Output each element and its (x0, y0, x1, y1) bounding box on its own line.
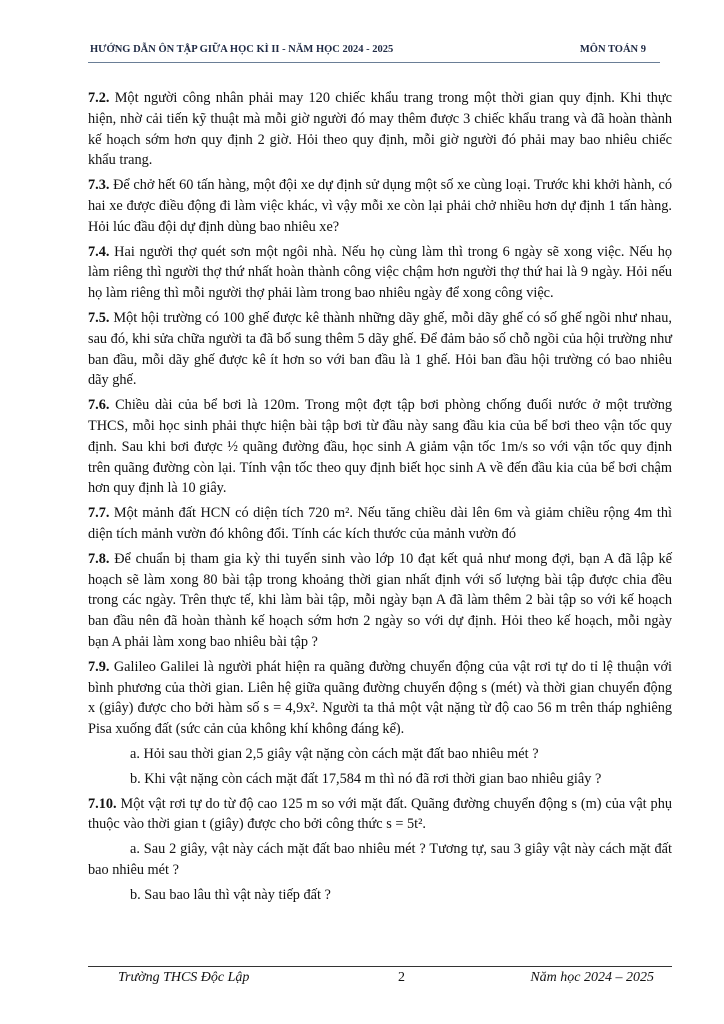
problem-7-3 (88, 175, 672, 237)
footer-year: Năm học 2024 – 2025 (530, 970, 654, 985)
problem-text: Chiều dài của bể bơi là 120m. Trong một đợt tập bơi phòng chống đuối nước ở một trường THCS, mỗi học sinh phải thực hiện bài tập bơi từ đầu này sang đầu kia của bể bơi theo vận tốc quy định. Sau khi bơi được ½ quãng đường đầu, học sinh A giảm vận tốc 1m/s so với vận tốc quy định trên quãng đường còn lại. Tính vận tốc theo quy định biết học sinh A về đến đầu kia của bể bơi chậm hơn quy định là 10 giây. (88, 397, 672, 497)
problem-number: 7.9. (88, 658, 110, 675)
problem-7-5 (88, 308, 672, 391)
page-header (88, 42, 660, 63)
problem-text: Một mảnh đất HCN có diện tích 720 m². Nếu tăng chiều dài lên 6m và giảm chiều rộng 4m thì diện tích mảnh vườn đó không đổi. Tính các kích thước của mảnh vườn đó (88, 505, 672, 542)
footer-school: Trường THCS Độc Lập (118, 970, 250, 985)
problem-number: 7.5. (88, 309, 110, 326)
problem-number: 7.2. (88, 90, 110, 106)
problem-number: 7.4. (88, 243, 110, 260)
problem-7-2 (88, 88, 672, 171)
header-title: HƯỚNG DẪN ÔN TẬP GIỮA HỌC KÌ II - NĂM HỌC 2024 - 2025 (90, 44, 394, 55)
problem-7-4 (88, 242, 672, 304)
problem-7-9-part-a: a. Hỏi sau thời gian 2,5 giây vật nặng còn cách mặt đất bao nhiêu mét ? (130, 745, 539, 762)
problem-text: Để chuẩn bị tham gia kỳ thi tuyển sinh vào lớp 10 đạt kết quả như mong đợi, bạn A đã lập kế hoạch sẽ làm xong 80 bài tập trong khoảng thời gian nhất định với số lượng bài tập được chia đều trong các ngày. Trên thực tế, khi làm bài tập, mỗi ngày bạn A đã làm thêm 2 bài tập so với kế hoạch ban đầu nên đã hoàn thành kế hoạch sớm hơn 2 ngày so với dự định. Hỏi theo kế hoạch, mỗi ngày bạn A phải làm xong bao nhiêu bài tập ? (88, 550, 672, 650)
problem-7-9-part-b: b. Khi vật nặng còn cách mặt đất 17,584 m thì nó đã rơi thời gian bao nhiêu giây ? (130, 770, 602, 787)
problem-text: Hai người thợ quét sơn một ngôi nhà. Nếu họ cùng làm thì trong 6 ngày sẽ xong việc. Nếu họ làm riêng thì người thợ thứ nhất hoàn thành công việc chậm hơn người thợ thứ hai là 9 ngày. Hỏi nếu họ làm riêng thì mỗi người thợ phải làm trong bao nhiêu ngày để xong công việc. (88, 243, 672, 302)
problem-7-6 (88, 395, 672, 499)
document-body (88, 88, 672, 909)
problem-7-9 (88, 657, 672, 740)
problem-text: Một người công nhân phải may 120 chiếc khẩu trang trong một thời gian quy định. Khi thực hiện, nhờ cải tiến kỹ thuật mà mỗi giờ người đó may thêm được 3 chiếc khẩu trang và đã hoàn thành kế hoạch sớm hơn quy định 2 giờ. Hỏi theo quy định, mỗi giờ người đó phải may bao nhiêu chiếc khẩu trang. (88, 90, 672, 169)
page-number: 2 (398, 970, 405, 985)
problem-7-7 (88, 503, 672, 545)
problem-7-10-part-b: b. Sau bao lâu thì vật này tiếp đất ? (130, 886, 331, 903)
problem-number: 7.3. (88, 177, 110, 194)
problem-text: Galileo Galilei là người phát hiện ra quãng đường chuyển động của vật rơi tự do tỉ lệ thuận với bình phương của thời gian. Liên hệ giữa quãng đường chuyển động s (mét) và thời gian chuyển động x (giây) được cho bởi hàm số s = 4,9x². Người ta thả một vật nặng từ độ cao 56 m trên tháp nghiêng Pisa xuống đất (sức cản của không khí không đáng kể). (88, 658, 672, 738)
problem-text: Một hội trường có 100 ghế được kê thành những dãy ghế, mỗi dãy ghế có số ghế ngồi như nhau, sau đó, khi sửa chữa người ta đã bổ sung thêm 5 dãy ghế. Để đảm bảo số chỗ ngồi của hội trường như ban đầu, mỗi dãy ghế được kê ít hơn so với ban đầu là 1 ghế. Hỏi ban đầu hội trường có bao nhiêu dãy ghế. (88, 309, 672, 389)
problem-number: 7.10. (88, 795, 117, 812)
problem-number: 7.6. (88, 397, 110, 414)
problem-7-10-part-a: a. Sau 2 giây, vật này cách mặt đất bao nhiêu mét ? Tương tự, sau 3 giây vật này cách mặt đất bao nhiêu mét ? (88, 841, 672, 878)
header-subject: MÔN TOÁN 9 (579, 44, 646, 55)
problem-7-10 (88, 794, 672, 836)
footer-divider (88, 966, 672, 967)
problem-text: Một vật rơi tự do từ độ cao 125 m so với mặt đất. Quãng đường chuyển động s (m) của vật phụ thuộc vào thời gian t (giây) được cho bởi công thức s = 5t². (88, 795, 672, 833)
page-footer (88, 970, 672, 992)
problem-text: Để chở hết 60 tấn hàng, một đội xe dự định sử dụng một số xe cùng loại. Trước khi khởi hành, có hai xe được điều động đi làm việc khác, vì vậy mỗi xe còn lại phải chở nhiều hơn dự định 1 tấn hàng. Hỏi lúc đầu đội dự định dùng bao nhiêu xe? (88, 177, 672, 235)
problem-number: 7.8. (88, 550, 110, 567)
problem-7-8 (88, 549, 672, 653)
problem-number: 7.7. (88, 505, 110, 522)
